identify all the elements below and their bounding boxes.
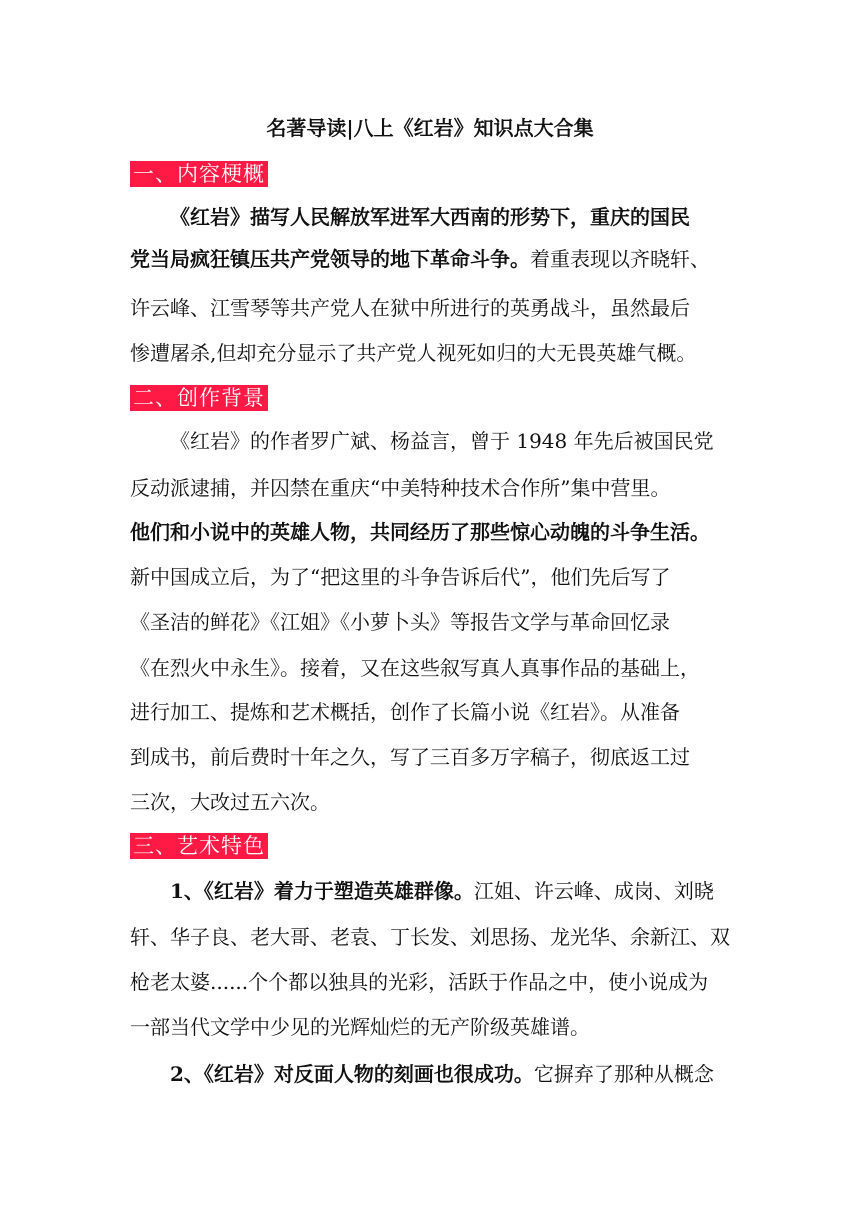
paragraph-line: 反动派逮捕，并囚禁在重庆“中美特种技术合作所”集中营里。: [130, 476, 671, 500]
paragraph-line: 党当局疯狂镇压共产党领导的地下革命斗争。着重表现以齐晓轩、: [130, 247, 710, 271]
paragraph-line: 进行加工、提炼和艺术概括，创作了长篇小说《红岩》。从准备: [130, 700, 680, 724]
paragraph-line: 枪老太婆......个个都以独具的光彩，活跃于作品之中，使小说成为: [130, 970, 709, 994]
paragraph-line: 《圣洁的鲜花》《江姐》《小萝卜头》等报告文学与革命回忆录: [130, 610, 670, 634]
paragraph-line: 他们和小说中的英雄人物，共同经历了那些惊心动魄的斗争生活。: [130, 520, 710, 544]
paragraph-line: 到成书，前后费时十年之久，写了三百多万字稿子，彻底返工过: [130, 745, 690, 769]
section-heading-art-features: 三、艺术特色: [130, 833, 268, 859]
section-heading-summary: 一、内容梗概: [130, 161, 268, 187]
paragraph-line: 2、《红岩》对反面人物的刻画也很成功。它摒弃了那种从概念: [170, 1062, 714, 1086]
paragraph-line: 《红岩》描写人民解放军进军大西南的形势下，重庆的国民: [170, 205, 690, 229]
paragraph-line: 惨遭屠杀,但却充分显示了共产党人视死如归的大无畏英雄气概。: [130, 341, 697, 365]
paragraph-line: 三次，大改过五六次。: [130, 790, 330, 814]
paragraph-line: 1、《红岩》着力于塑造英雄群像。江姐、许云峰、成岗、刘晓: [170, 879, 714, 903]
paragraph-line: 新中国成立后，为了“把这里的斗争告诉后代”，他们先后写了: [130, 565, 671, 589]
paragraph-line: 《红岩》的作者罗广斌、杨益言，曾于 1948 年先后被国民党: [170, 429, 714, 453]
paragraph-line: 《在烈火中永生》。接着，又在这些叙写真人真事作品的基础上，: [130, 656, 700, 680]
paragraph-line: 一部当代文学中少见的光辉灿烂的无产阶级英雄谱。: [130, 1015, 590, 1039]
paragraph-line: 许云峰、江雪琴等共产党人在狱中所进行的英勇战斗，虽然最后: [130, 296, 690, 320]
document-title: 名著导读|八上《红岩》知识点大合集: [266, 116, 594, 140]
paragraph-line: 轩、华子良、老大哥、老袁、丁长发、刘思扬、龙光华、余新江、双: [130, 925, 730, 949]
section-heading-background: 二、创作背景: [130, 385, 268, 411]
